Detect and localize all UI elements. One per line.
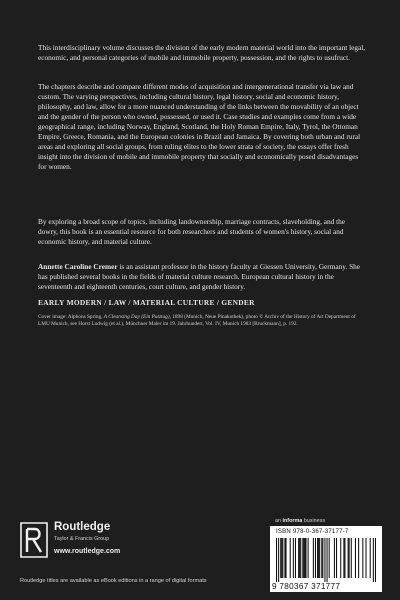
barcode-bar [321, 538, 322, 578]
barcode-bar [355, 538, 356, 578]
barcode-bar [373, 538, 374, 582]
barcode-bar [281, 538, 282, 578]
barcode-bar [329, 538, 330, 578]
publisher-group: Taylor & Francis Group [54, 536, 110, 542]
barcode-bar [358, 538, 359, 578]
barcode-bar [313, 538, 314, 578]
blurb-paragraph-1: This interdisciplinary volume discusses the division of the early modern material world into the important legal, economic, and personal categories of mobile and immobile property, possession, and the rights to usufruct. [38, 43, 366, 62]
barcode-bar [278, 538, 279, 582]
barcode-bar [284, 538, 285, 578]
barcode-bar [308, 538, 309, 578]
barcode-bar [302, 538, 303, 578]
isbn-label: ISBN 978-0-367-37177-7 [276, 528, 349, 535]
barcode-bar [327, 538, 328, 582]
barcode-bar [349, 538, 350, 578]
author-bio [38, 262, 366, 292]
barcode-bar [348, 538, 349, 578]
barcode-bar [285, 538, 286, 578]
cover-image-credit [38, 314, 366, 329]
barcode-bar [282, 538, 283, 578]
credit-suffix: , 1898 (Munich, Neue Pinakothek), photo © Archiv of the History of Art Department of LMU Munich, see Horst Ludwig (et al.), Münchner Maler im 19. Jahrhundert, Vol. IV, Munich 1983 [Bruckmann], p. 192. [38, 314, 356, 328]
barcode-bar [303, 538, 304, 578]
barcode-bar [280, 538, 281, 578]
barcode-bar [304, 538, 305, 578]
barcode-bar [290, 538, 291, 578]
informa-suffix: business [302, 518, 326, 524]
barcode-bar [322, 538, 323, 578]
informa-brand: informa [282, 518, 303, 524]
barcode-bar [298, 538, 299, 578]
blurb-paragraph-3: By exploring a broad scope of topics, including landownership, marriage contracts, slaveholding, and the dowry, this book is an essential resource for both researchers and students of women's history, social and economic history, and material culture. [38, 217, 345, 246]
publisher-name: Routledge [54, 521, 111, 533]
author-name: Annette Caroline Cremer [38, 262, 118, 271]
subject-categories: EARLY MODERN / LAW / MATERIAL CULTURE / GENDER [38, 298, 255, 307]
publisher-block [20, 521, 180, 567]
barcode-bar [336, 538, 337, 578]
barcode-bar [317, 538, 318, 578]
blurb-paragraph-2: The chapters describe and compare different modes of acquisition and intergenerational transfer via law and custom. The varying perspectives, including cultural history, legal history, social and economic history, philosophy, and law, allow for a more nuanced understanding of the links between the movability of an object and the gender of the person who owned, possessed, or used it. Case studies and examples come from a wide geographical range, including Norway, England, Scotland, the Holy Roman Empire, Italy, Tyrol, the Ottoman Empire, Greece, Romania, and the European colonies in Brazil and Jamaica. By covering both urban and rural areas and exploring all social groups, from ruling elites to the lower strata of society, the essays offer fresh insight into the division of mobile and immobile property that socially and economically posed disadvantages for women. [38, 82, 361, 171]
barcode-bar [295, 538, 296, 578]
credit-prefix: Cover image: Alphons Spring, [38, 314, 104, 320]
informa-prefix: an [275, 518, 283, 524]
author-bio-text: is an assistant professor in the history faculty at Giessen University, Germany. She has published several books in the fields of material culture research. European cultural history in the seventeenth and eighteenth centuries, court culture, and gender history. [38, 262, 361, 291]
informa-business-label [275, 518, 325, 524]
barcode-bar [293, 538, 294, 578]
barcode-digits: 9 780367 371777 [272, 582, 341, 591]
barcode-bar [343, 538, 344, 578]
barcode-bar [315, 538, 316, 578]
barcode-bar [362, 538, 363, 578]
barcode-bar [305, 538, 306, 578]
barcode-bar [318, 538, 319, 578]
routledge-r-logo-icon [20, 522, 48, 558]
barcode-bar [319, 538, 320, 578]
barcode-bar [375, 538, 376, 582]
barcode-bar [299, 538, 300, 578]
barcode-bar [340, 538, 341, 578]
barcode-bars [276, 538, 376, 582]
barcode-bar [300, 538, 301, 578]
credit-artwork-title: A Cleansing Day (Ein Putztag) [103, 314, 170, 320]
barcode-bar [324, 538, 325, 582]
barcode-bar [370, 538, 371, 578]
barcode-bar [351, 538, 352, 578]
isbn-barcode [270, 526, 382, 592]
ebook-availability-note: Routledge titles are available as eBook editions in a range of digital formats [20, 578, 207, 584]
barcode-bar [334, 538, 335, 578]
barcode-bar [344, 538, 345, 578]
publisher-website: www.routledge.com [54, 548, 121, 555]
barcode-bar [276, 538, 277, 582]
barcode-bar [365, 538, 366, 578]
